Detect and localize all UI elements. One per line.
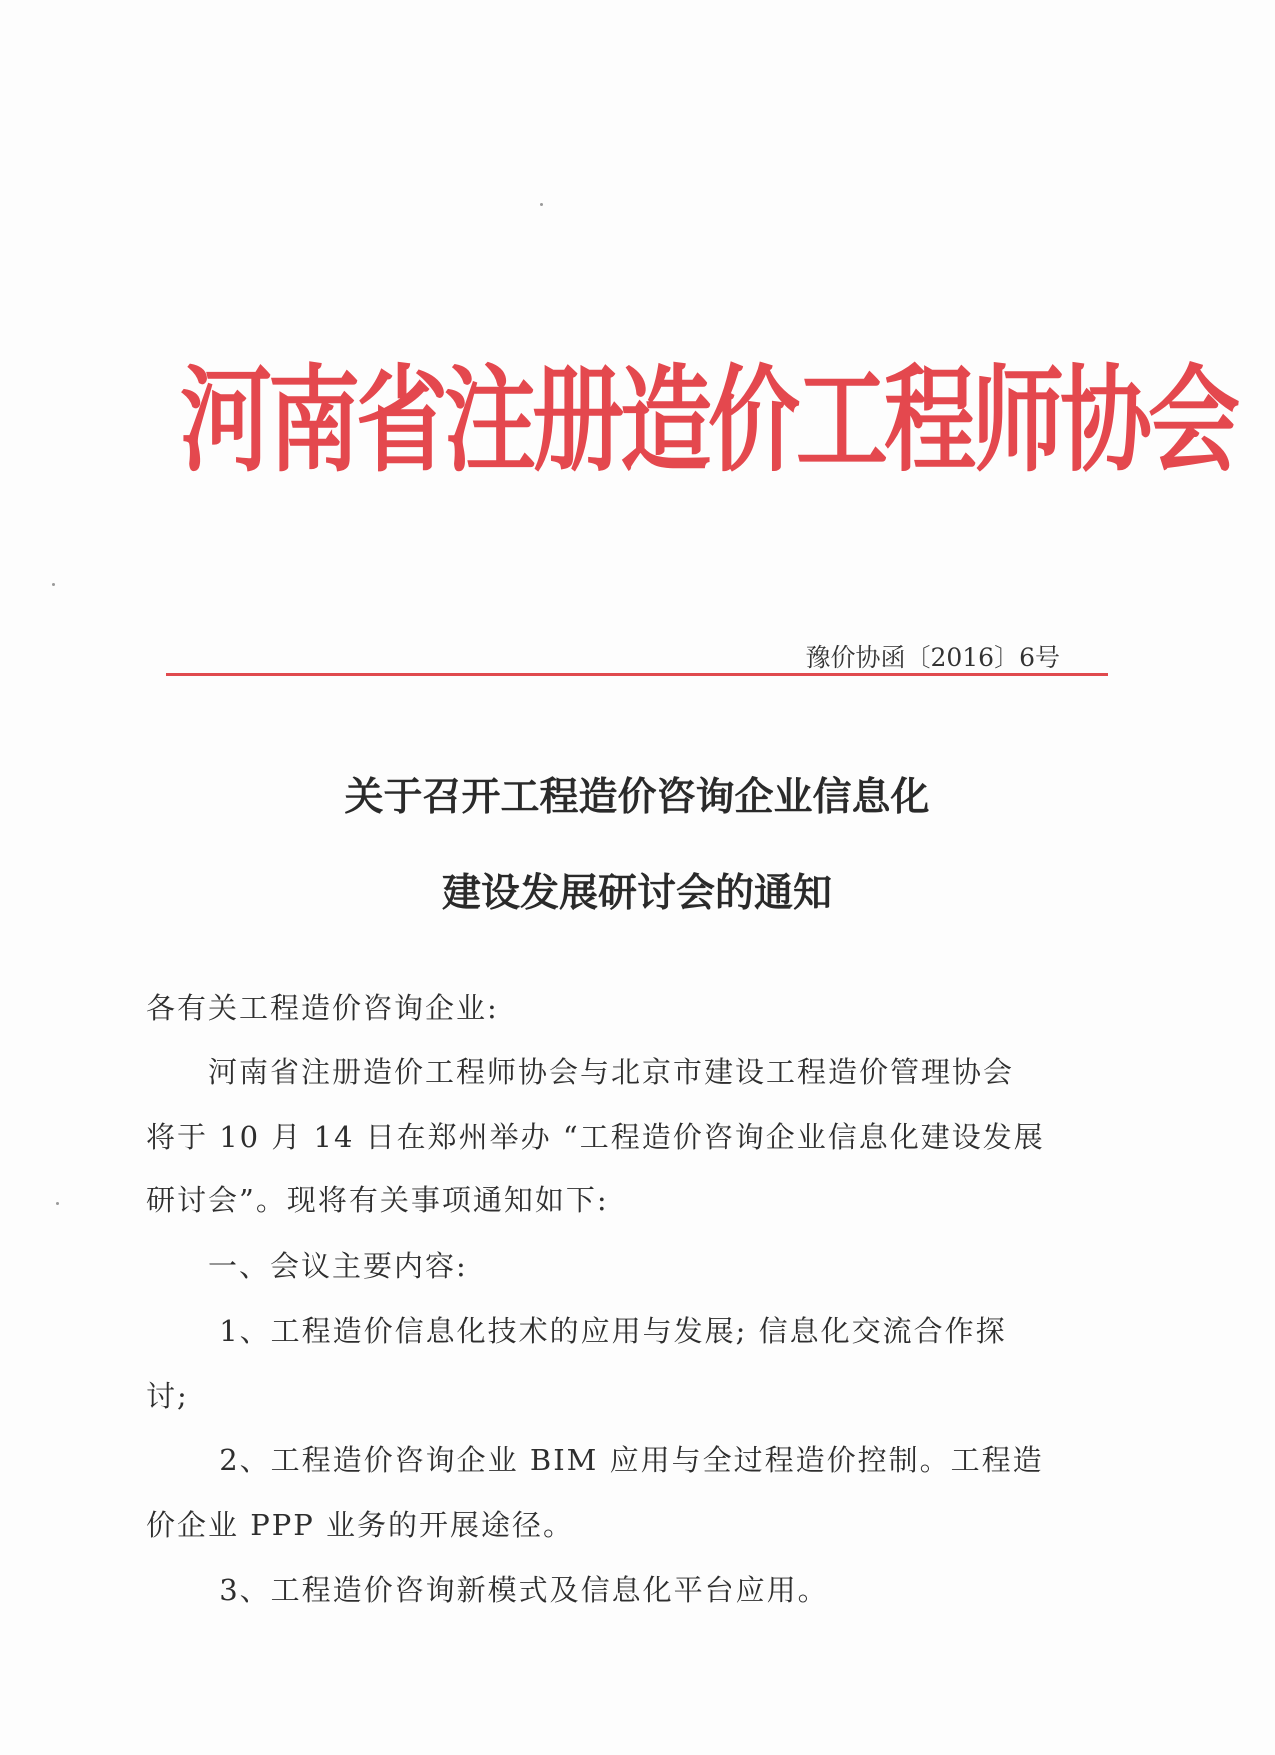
- list-item: 1、工程造价信息化技术的应用与发展; 信息化交流合作探: [146, 1314, 1007, 1348]
- organization-letterhead: 河南省注册造价工程师协会: [180, 352, 1237, 488]
- document-title-line-2: 建设发展研讨会的通知: [441, 870, 832, 916]
- salutation: 各有关工程造价咨询企业:: [146, 991, 499, 1025]
- document-title-line-1: 关于召开工程造价咨询企业信息化: [344, 774, 930, 820]
- paragraph-line: 将于 10 月 14 日在郑州举办 “工程造价咨询企业信息化建设发展: [146, 1120, 1045, 1154]
- list-item: 2、工程造价咨询企业 BIM 应用与全过程造价控制。工程造: [146, 1443, 1044, 1477]
- list-item-continuation: 价企业 PPP 业务的开展途径。: [146, 1508, 574, 1542]
- paragraph-line: 河南省注册造价工程师协会与北京市建设工程造价管理协会: [146, 1055, 1015, 1089]
- scan-speck: [52, 583, 55, 586]
- scan-speck: [56, 1202, 59, 1205]
- list-item-continuation: 讨;: [146, 1379, 189, 1413]
- scan-speck: [540, 203, 543, 206]
- section-heading: 一、会议主要内容:: [146, 1249, 468, 1283]
- list-item: 3、工程造价咨询新模式及信息化平台应用。: [146, 1573, 829, 1607]
- letterhead-divider: [166, 673, 1108, 676]
- paragraph-line: 研讨会”。现将有关事项通知如下:: [146, 1183, 609, 1217]
- document-number: 豫价协函〔2016〕6号: [805, 643, 1060, 672]
